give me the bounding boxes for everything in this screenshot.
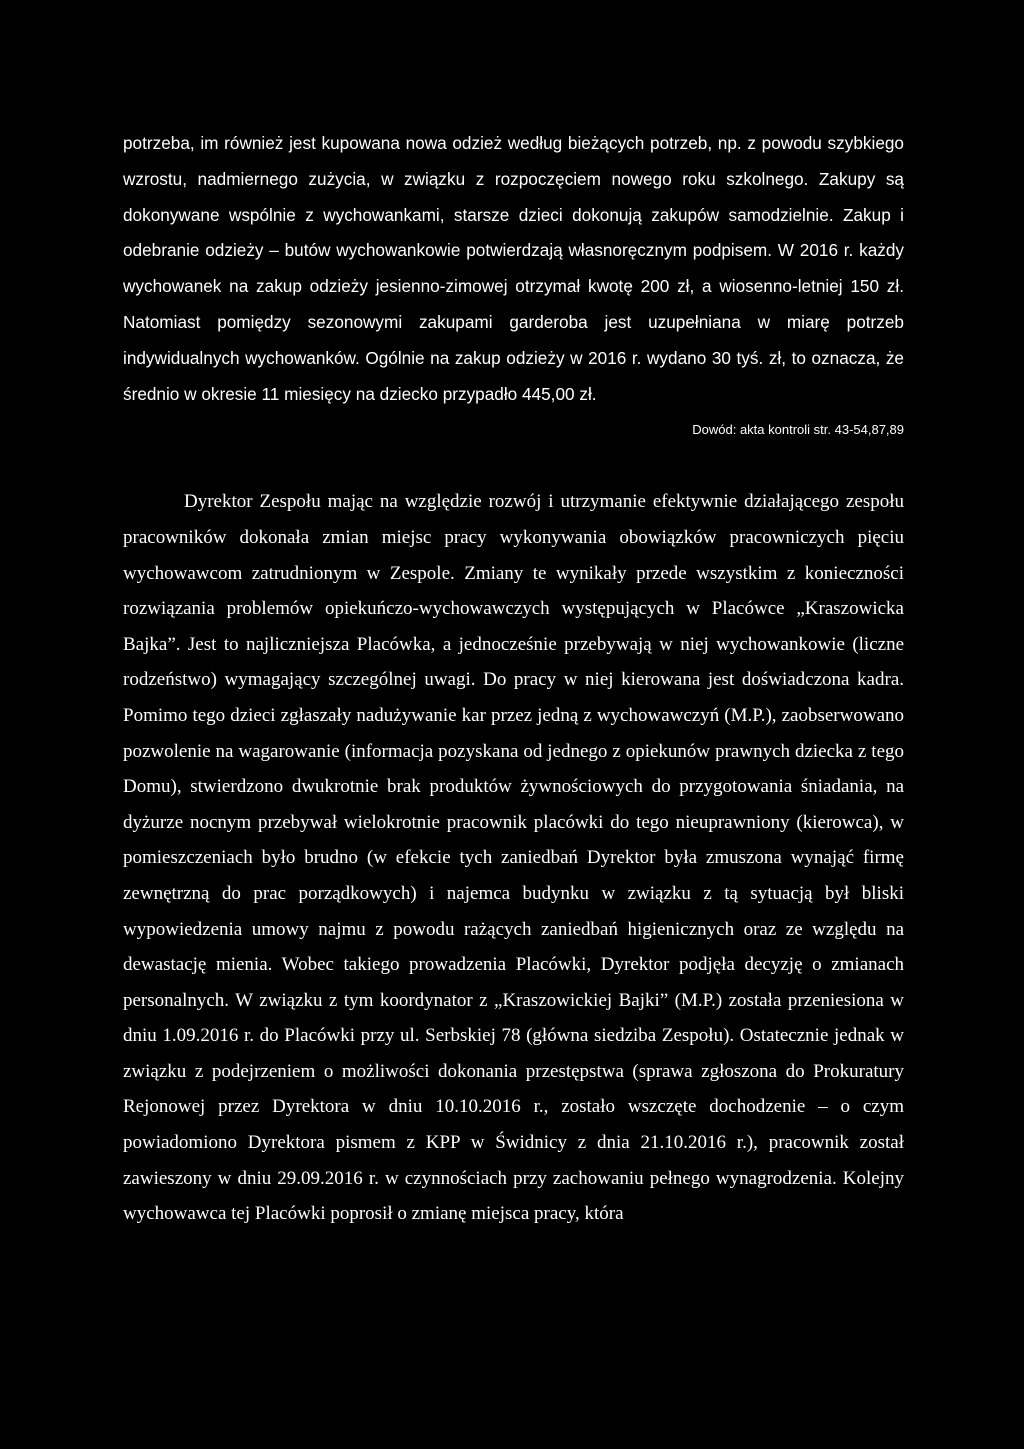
document-page [123, 126, 904, 1232]
paragraph-staff-changes: Dyrektor Zespołu mając na względzie rozwój i utrzymanie efektywnie działającego zespołu pracowników dokonała zmian miejsc pracy wykonywania obowiązków pracowniczych pięciu wychowawcom zatrudnionym w Zespole. Zmiany te wynikały przede wszystkim z konieczności rozwiązania problemów opiekuńczo-wychowawczych występujących w Placówce „Kraszowicka Bajka”. Jest to najliczniejsza Placówka, a jednocześnie przebywają w niej wychowankowie (liczne rodzeństwo) wymagający szczególnej uwagi. Do pracy w niej kierowana jest doświadczona kadra. Pomimo tego dzieci zgłaszały nadużywanie kar przez jedną z wychowawczyń (M.P.), zaobserwowano pozwolenie na wagarowanie (informacja pozyskana od jednego z opiekunów prawnych dziecka z tego Domu), stwierdzono dwukrotnie brak produktów żywnościowych do przygotowania śniadania, na dyżurze nocnym przebywał wielokrotnie pracownik placówki do tego nieuprawniony (kierowca), w pomieszczeniach było brudno (w efekcie tych zaniedbań Dyrektor była zmuszona wynająć firmę zewnętrzną do prac porządkowych) i najemca budynku w związku z tą sytuacją był bliski wypowiedzenia umowy najmu z powodu rażących zaniedbań higienicznych oraz ze względu na dewastację mienia. Wobec takiego prowadzenia Placówki, Dyrektor podjęła decyzję o zmianach personalnych. W związku z tym koordynator z „Kraszowickiej Bajki” (M.P.) została przeniesiona w dniu 1.09.2016 r. do Placówki przy ul. Serbskiej 78 (główna siedziba Zespołu). Ostatecznie jednak w związku z podejrzeniem o możliwości dokonania przestępstwa (sprawa zgłoszona do Prokuratury Rejonowej przez Dyrektora w dniu 10.10.2016 r., zostało wszczęte dochodzenie – o czym powiadomiono Dyrektora pismem z KPP w Świdnicy z dnia 21.10.2016 r.), pracownik został zawieszony w dniu 29.09.2016 r. w czynnościach przy zachowaniu pełnego wynagrodzenia. Kolejny wychowawca tej Placówki poprosił o zmianę miejsca pracy, która [123, 491, 904, 1225]
evidence-reference: Dowód: akta kontroli str. 43-54,87,89 [692, 422, 904, 438]
paragraph-clothing-purchases: potrzeba, im również jest kupowana nowa odzież według bieżących potrzeb, np. z powodu szybkiego wzrostu, nadmiernego zużycia, w związku z rozpoczęciem nowego roku szkolnego. Zakupy są dokonywane wspólnie z wychowankami, starsze dzieci dokonują zakupów samodzielnie. Zakup i odebranie odzieży – butów wychowankowie potwierdzają własnoręcznym podpisem. W 2016 r. każdy wychowanek na zakup odzieży jesienno-zimowej otrzymał kwotę 200 zł, a wiosenno-letniej 150 zł. Natomiast pomiędzy sezonowymi zakupami garderoba jest uzupełniana w miarę potrzeb indywidualnych wychowanków. Ogólnie na zakup odzieży w 2016 r. wydano 30 tyś. zł, to oznacza, że średnio w okresie 11 miesięcy na dziecko przypadło 445,00 zł. [123, 133, 904, 404]
